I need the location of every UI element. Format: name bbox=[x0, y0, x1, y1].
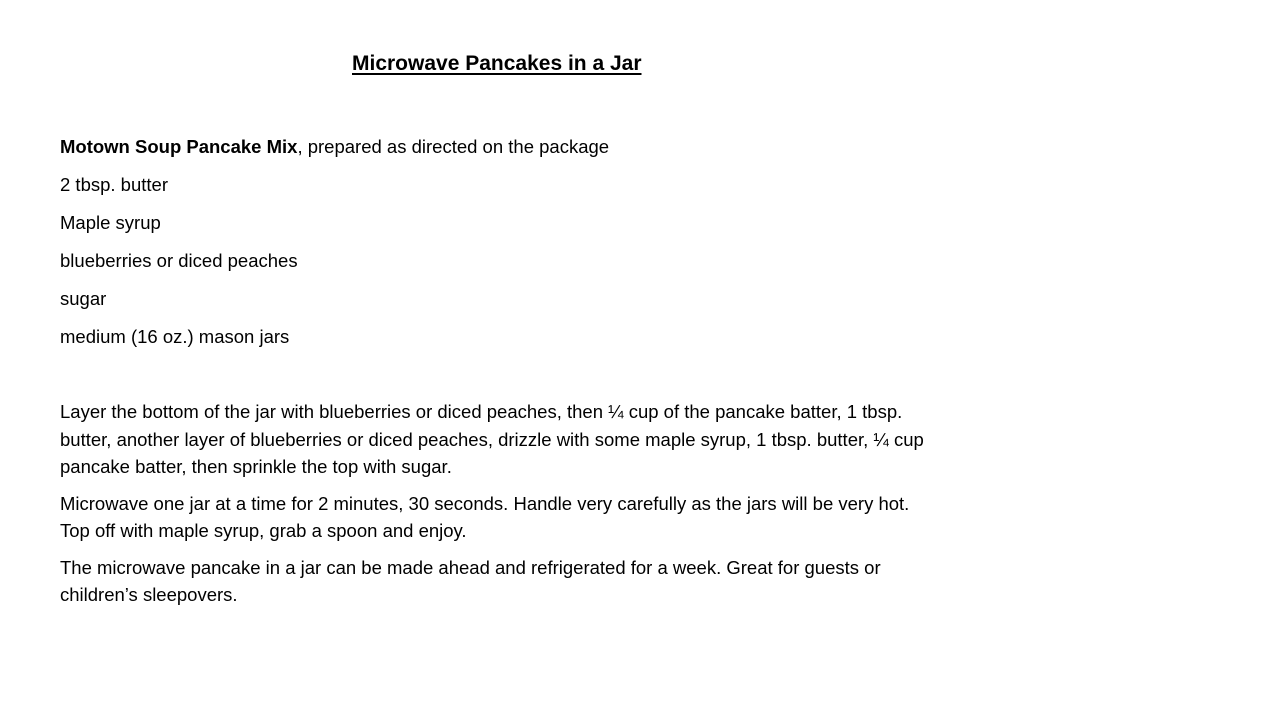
ingredient-item: sugar bbox=[60, 288, 107, 309]
direction-paragraph: Layer the bottom of the jar with blueberries or diced peaches, then ¼ cup of the pancake batter, 1 tbsp. butter, another layer of blueberries or diced peaches, drizzle with some maple syrup, 1 tbsp. butter, ¼ cup pancake batter, then sprinkle the top with sugar. bbox=[60, 401, 924, 477]
ingredient-item: Maple syrup bbox=[60, 212, 161, 233]
direction-paragraph: Microwave one jar at a time for 2 minutes, 30 seconds. Handle very carefully as the jars will be very hot. Top off with maple syrup, grab a spoon and enjoy. bbox=[60, 492, 910, 541]
ingredient-item: medium (16 oz.) mason jars bbox=[60, 326, 290, 347]
direction-paragraph: The microwave pancake in a jar can be made ahead and refrigerated for a week. Great for guests or children’s sleepovers. bbox=[60, 556, 881, 605]
ingredient-item bbox=[60, 133, 609, 171]
ingredient-list bbox=[60, 133, 609, 361]
ingredient-item: blueberries or diced peaches bbox=[60, 250, 298, 271]
ingredient-mix-name: Motown Soup Pancake Mix bbox=[60, 136, 298, 157]
directions bbox=[60, 398, 940, 618]
recipe-title: Microwave Pancakes in a Jar bbox=[352, 52, 642, 75]
ingredient-mix-note: , prepared as directed on the package bbox=[297, 136, 610, 157]
ingredient-item: 2 tbsp. butter bbox=[60, 174, 168, 195]
